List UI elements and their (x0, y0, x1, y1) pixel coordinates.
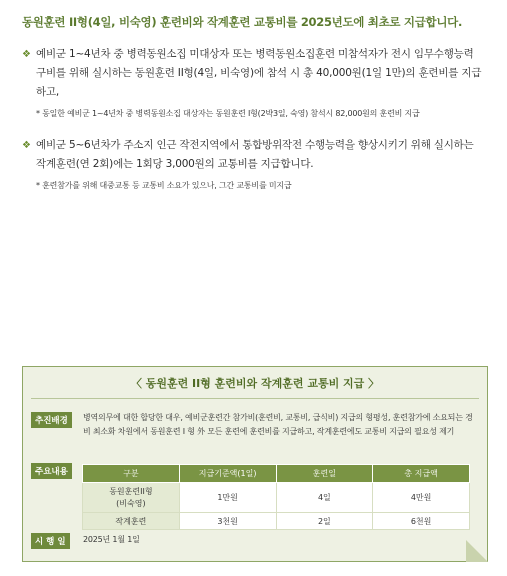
summary-box-title: 〈 동원훈련 II형 훈련비와 작계훈련 교통비 지급 〉 (130, 377, 380, 390)
bullet-text-1: 예비군 1~4년차 중 병력동원소집 미대상자 또는 병력동원소집훈련 미참석자가 전시 임무수행능력 구비를 위해 실시하는 동원훈련 II형(4일, 비숙영)에 참석 시 총 40,000원(1일 1만)의 훈련비를 지급하고, (36, 48, 482, 98)
bullet-text-2: 예비군 5~6년차가 주소지 인근 작전지역에서 통합방위작전 수행능력을 향상시키기 위해 실시하는 작계훈련(연 2회)에는 1회당 3,000원의 교통비를 지급합니다. (36, 139, 474, 170)
diamond-bullet-icon: ❖ (22, 140, 31, 151)
table-row (83, 483, 470, 513)
page-fold-corner (466, 540, 488, 562)
table-cell: 3천원 (179, 513, 276, 530)
table-cell: 1만원 (179, 483, 276, 513)
table-cell: 동원훈련II형 (비숙영) (83, 483, 180, 513)
table-header: 지급기준액(1일) (179, 465, 276, 483)
bullet-item-1 (22, 45, 486, 102)
date-text: 2025년 1월 1일 (83, 535, 140, 544)
background-label: 추진배경 (31, 412, 72, 428)
diamond-bullet-icon: ❖ (22, 49, 31, 60)
table-row (83, 513, 470, 530)
background-text: 병역의무에 대한 합당한 대우, 예비군훈련간 참가비(훈련비, 교통비, 급식비) 지급의 형평성, 훈련참가에 소요되는 경비 최소화 차원에서 동원훈련 I 형 外 모든 훈련에 훈련비를 지급하고, 작계훈련에도 교통비 지급의 필요성 제기 (83, 413, 473, 436)
table-header: 총 지급액 (373, 465, 470, 483)
content-label: 주요내용 (31, 463, 72, 479)
table-cell: 4일 (276, 483, 373, 513)
table-header: 훈련일 (276, 465, 373, 483)
payment-table (82, 464, 470, 530)
table-cell: 2일 (276, 513, 373, 530)
summary-divider (31, 398, 479, 399)
table-cell: 4만원 (373, 483, 470, 513)
page-heading: 동원훈련 II형(4일, 비숙영) 훈련비와 작계훈련 교통비를 2025년도에 최초로 지급합니다. (22, 15, 463, 29)
table-cell: 작계훈련 (83, 513, 180, 530)
bullet-item-2 (22, 136, 486, 174)
bullet-note-2: * 훈련참가를 위해 대중교통 등 교통비 소요가 있으나, 그간 교통비를 미지급 (36, 181, 292, 190)
table-header-row (83, 465, 470, 483)
date-label: 시 행 일 (31, 533, 70, 549)
table-cell: 6천원 (373, 513, 470, 530)
table-header: 구분 (83, 465, 180, 483)
bullet-note-1: * 동일한 예비군 1~4년차 중 병력동원소집 대상자는 동원훈련 I형(2박3일, 숙영) 참석시 82,000원의 훈련비 지급 (36, 109, 420, 118)
